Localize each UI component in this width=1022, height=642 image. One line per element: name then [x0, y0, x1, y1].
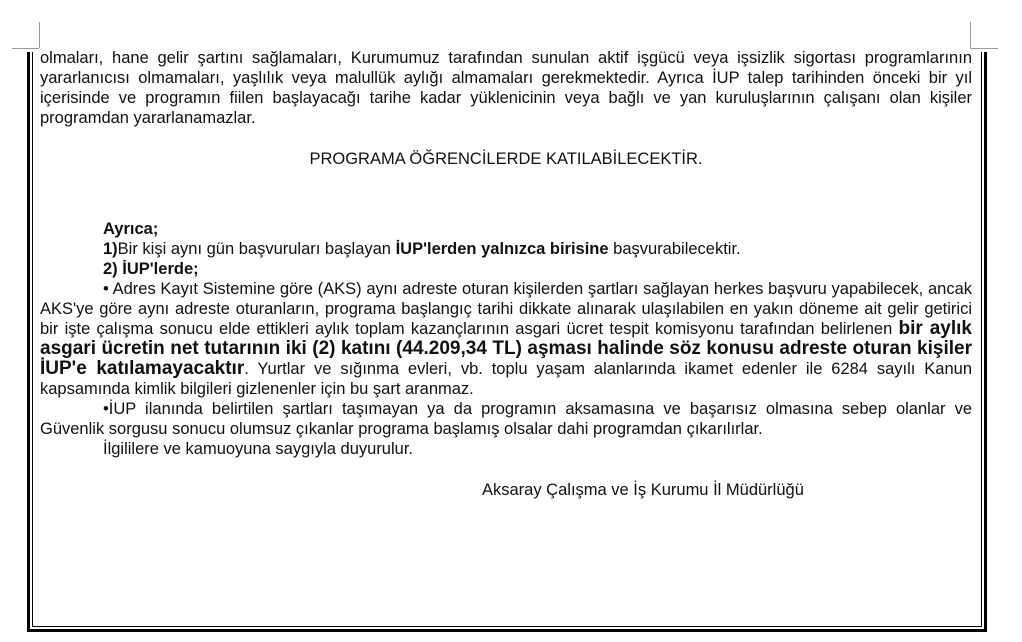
- aks-bold: bir aylık asgari ücretin net tutarının iki (2) katını (44.209,34 TL) aşması halinde söz konusu adreste oturan kişiler İUP'e katılamayacaktır: [40, 318, 972, 379]
- document-page: [40, 48, 972, 500]
- aks-pre: • Adres Kayıt Sistemine göre (AKS) aynı adreste oturan kişilerden şartları sağlayan herkes başvuru yapabilecek, ancak AKS'ye göre aynı adreste oturanların, programa başlangıç tarihi dikkate alınarak ulaşılabilen en yakın döneme ait gelir getirici bir işte çalışma sonucu elde ettikleri aylık toplam kazançlarının asgari ücret tespit komisyonu tarafından belirlenen: [40, 280, 972, 338]
- exit-paragraph: •İUP ilanında belirtilen şartları taşımayan ya da programın aksamasına ve başarısız olmasına sebep olanlar ve Güvenlik sorgusu sonucu olumsuz çıkanlar programa başlamış olsalar dahi programdan çıkarılırlar.: [40, 400, 972, 438]
- crop-mark-right-horizontal: [970, 48, 998, 49]
- crop-mark-left-vertical: [39, 22, 40, 48]
- signature-text: Aksaray Çalışma ve İş Kurumu İl Müdürlüğü: [482, 481, 804, 499]
- crop-mark-left-horizontal: [12, 48, 39, 49]
- section-heading: [40, 149, 972, 169]
- item1-post: başvurabilecektir.: [608, 240, 741, 258]
- rule-item-2: [40, 259, 972, 279]
- item1-bold: İUP'lerden yalnızca birisine: [395, 240, 609, 258]
- aks-post: . Yurtlar ve sığınma evleri, vb. toplu yaşam alanlarında ikamet edenler ile 6284 sayılı Kanun kapsamında kimlik bilgileri gizlenenler için bu şart aranmaz.: [40, 360, 972, 398]
- item2-text: 2) İUP'lerde;: [103, 260, 199, 278]
- heading-text: PROGRAMA ÖĞRENCİLERDE KATILABİLECEKTİR.: [309, 150, 703, 168]
- item1-number: 1): [103, 240, 118, 258]
- intro-paragraph: olmaları, hane gelir şartını sağlamaları, Kurumumuz tarafından sunulan aktif işgücü veya işsizlik sigortası programlarının yararlanıcısı olmamaları, yaşlılık veya malullük aylığı almamaları gerekmektedir. Ayrıca İUP talep tarihinden önceki bir yıl içerisinde ve programın fiilen başlayacağı tarihe kadar yüklenicinin veya bağlı ve yan kuruluşlarının çalışanı olan kişiler programdan yararlanamazlar.: [40, 49, 972, 127]
- closing-line: İlgililere ve kamuoyuna saygıyla duyurulur.: [103, 440, 413, 458]
- aks-paragraph: [40, 279, 972, 399]
- signature-line: [40, 480, 972, 500]
- ayrica-text: Ayrıca;: [103, 220, 159, 238]
- ayrica-label: [40, 219, 972, 239]
- item1-pre: Bir kişi aynı gün başvuruları başlayan: [117, 240, 396, 258]
- crop-mark-right-vertical: [970, 22, 971, 48]
- rule-item-1: [40, 239, 972, 259]
